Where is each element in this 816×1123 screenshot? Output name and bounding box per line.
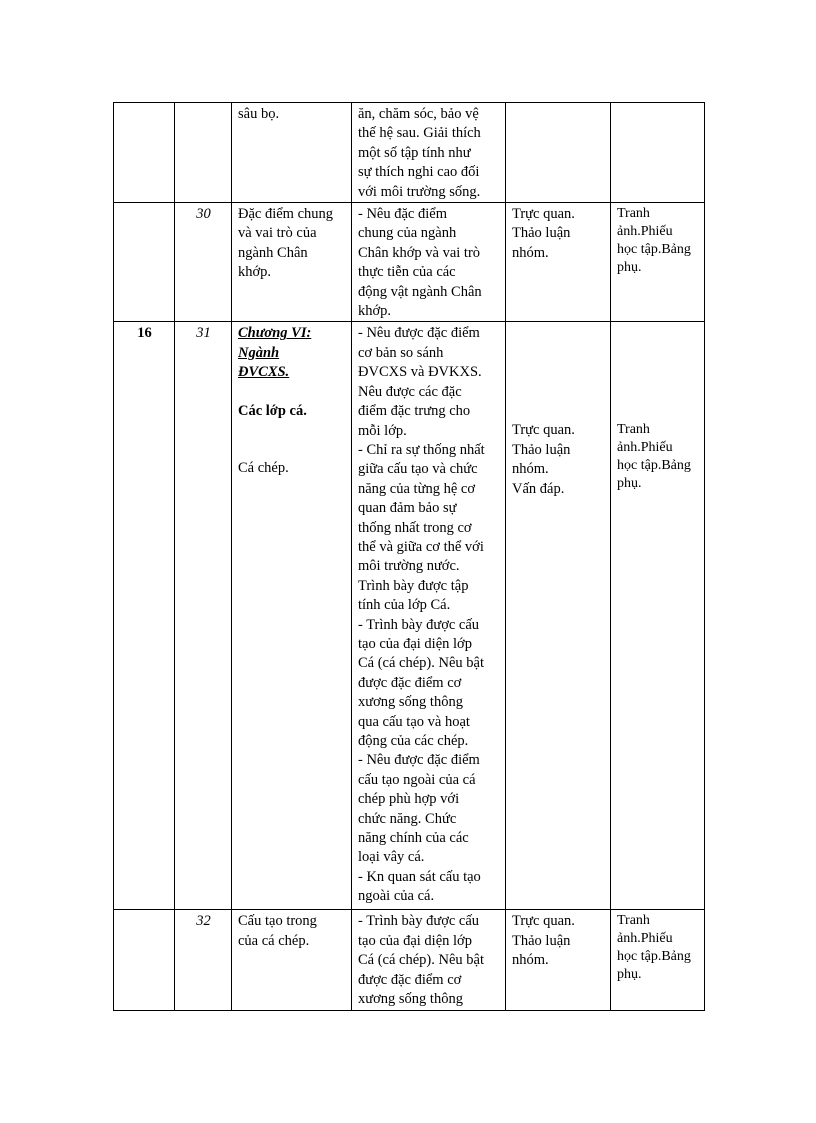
objective-line: Cá (cá chép). Nêu bật: [358, 655, 485, 672]
topic-line: Đặc điểm chung: [238, 206, 334, 223]
objective-line: được đặc điểm cơ: [358, 971, 462, 988]
lesson-plan-table: [113, 102, 705, 1011]
chapter-title: Chương VI:: [238, 325, 312, 342]
objective-line: với môi trường sống.: [358, 183, 481, 200]
resource-line: phụ.: [617, 967, 642, 983]
objective-line: môi trường nước.: [358, 558, 460, 575]
methods-cell: [506, 203, 611, 322]
lesson-number-cell: 30: [175, 203, 232, 322]
method-line: nhóm.: [512, 461, 549, 478]
objective-line: - Nêu được đặc điểm: [358, 325, 480, 342]
objective-line: sự thích nghi cao đối: [358, 164, 480, 181]
resources-cell: [611, 910, 705, 1010]
objective-line: cấu tạo ngoài của cá: [358, 771, 476, 788]
method-line: Thảo luận: [512, 225, 571, 242]
topic-cell: [232, 322, 352, 910]
resources-cell: [611, 322, 705, 910]
objective-line: Chân khớp và vai trò: [358, 244, 481, 261]
resources-cell: [611, 103, 705, 203]
resource-line: Tranh: [617, 913, 650, 929]
resource-line: ảnh.Phiếu: [617, 931, 673, 947]
objective-line: - Trình bày được cấu: [358, 616, 480, 633]
objective-line: loại vây cá.: [358, 849, 425, 866]
objectives-cell: [352, 322, 506, 910]
objective-line: qua cấu tạo và hoạt: [358, 713, 470, 730]
objective-line: Cá (cá chép). Nêu bật: [358, 952, 485, 969]
resource-line: ảnh.Phiếu: [617, 440, 673, 456]
objective-line: chép phù hợp với: [358, 791, 460, 808]
objective-line: chung của ngành: [358, 225, 457, 242]
resource-line: ảnh.Phiếu: [617, 224, 673, 240]
methods-cell: [506, 910, 611, 1010]
topic-line: ngành Chân: [238, 244, 308, 261]
objective-line: Nêu được các đặc: [358, 383, 462, 400]
objective-line: cơ bản so sánh: [358, 344, 444, 361]
method-line: Trực quan.: [512, 913, 575, 930]
objective-line: mỗi lớp.: [358, 422, 407, 439]
objectives-cell: [352, 910, 506, 1010]
resource-line: học tập.Bảng: [617, 949, 691, 965]
lesson-number-cell: [175, 103, 232, 203]
table-row: [114, 103, 705, 203]
objective-line: xương sống thông: [358, 991, 463, 1008]
methods-cell: [506, 322, 611, 910]
resource-line: học tập.Bảng: [617, 242, 691, 258]
resource-line: Tranh: [617, 206, 650, 222]
objective-line: ăn, chăm sóc, bảo vệ: [358, 106, 479, 122]
chapter-title: ĐVCXS.: [238, 364, 290, 381]
objective-line: thể và giữa cơ thể với: [358, 538, 484, 555]
objectives-cell: [352, 103, 506, 203]
objective-line: động vật ngành Chân: [358, 283, 482, 300]
objective-line: tạo của đại diện lớp: [358, 635, 472, 652]
lesson-number-cell: 32: [175, 910, 232, 1010]
chapter-title: Ngành: [238, 344, 280, 361]
methods-cell: [506, 103, 611, 203]
objective-line: giữa cấu tạo và chức: [358, 461, 478, 478]
objective-line: Trình bày được tập: [358, 577, 469, 594]
resource-line: học tập.Bảng: [617, 458, 691, 474]
objective-line: xương sống thông: [358, 694, 463, 711]
table-row: [114, 910, 705, 1010]
species-name: Cá chép.: [238, 460, 289, 477]
resource-line: Tranh: [617, 422, 650, 438]
resource-line: phụ.: [617, 476, 642, 492]
objective-line: động của các chép.: [358, 733, 469, 749]
objective-line: được đặc điểm cơ: [358, 674, 462, 691]
objective-line: ngoài của cá.: [358, 888, 435, 905]
objective-line: khớp.: [358, 303, 392, 320]
topic-line: sâu bọ.: [238, 106, 280, 122]
method-line: Trực quan.: [512, 422, 575, 439]
method-line: Thảo luận: [512, 932, 571, 949]
objective-line: - Nêu đặc điểm: [358, 206, 447, 223]
objectives-cell: [352, 203, 506, 322]
week-cell: [114, 910, 175, 1010]
resources-cell: [611, 203, 705, 322]
method-line: Trực quan.: [512, 206, 575, 223]
resource-line: phụ.: [617, 260, 642, 276]
objective-line: tạo của đại diện lớp: [358, 932, 472, 949]
objective-line: tính của lớp Cá.: [358, 597, 451, 614]
topic-line: khớp.: [238, 264, 272, 281]
topic-cell: [232, 103, 352, 203]
objective-line: chức năng. Chức: [358, 810, 457, 827]
table-row: [114, 322, 705, 910]
objective-line: - Chỉ ra sự thống nhất: [358, 441, 485, 458]
objective-line: ĐVCXS và ĐVKXS.: [358, 364, 482, 381]
lesson-number-cell: 31: [175, 322, 232, 910]
method-line: Vấn đáp.: [512, 480, 565, 497]
objective-line: thế hệ sau. Giải thích: [358, 125, 481, 142]
week-cell: [114, 203, 175, 322]
objective-line: thống nhất trong cơ: [358, 519, 472, 536]
week-cell: [114, 103, 175, 203]
topic-line: Cấu tạo trong: [238, 913, 317, 930]
method-line: nhóm.: [512, 952, 549, 969]
objective-line: một số tập tính như: [358, 144, 471, 161]
method-line: nhóm.: [512, 244, 549, 261]
objective-line: điểm đặc trưng cho: [358, 403, 471, 420]
week-cell: 16: [114, 322, 175, 910]
table-row: [114, 203, 705, 322]
class-heading: Các lớp cá.: [238, 402, 307, 419]
objective-line: - Kn quan sát cấu tạo: [358, 868, 481, 885]
objective-line: năng của từng hệ cơ: [358, 480, 475, 497]
method-line: Thảo luận: [512, 441, 571, 458]
topic-cell: [232, 203, 352, 322]
objective-line: thực tiễn của các: [358, 264, 456, 281]
topic-line: và vai trò của: [238, 225, 317, 242]
objective-line: - Nêu được đặc điểm: [358, 752, 480, 769]
objective-line: quan đảm bảo sự: [358, 500, 457, 517]
topic-cell: [232, 910, 352, 1010]
objective-line: năng chính của các: [358, 830, 469, 847]
topic-line: của cá chép.: [238, 932, 310, 949]
objective-line: - Trình bày được cấu: [358, 913, 480, 930]
